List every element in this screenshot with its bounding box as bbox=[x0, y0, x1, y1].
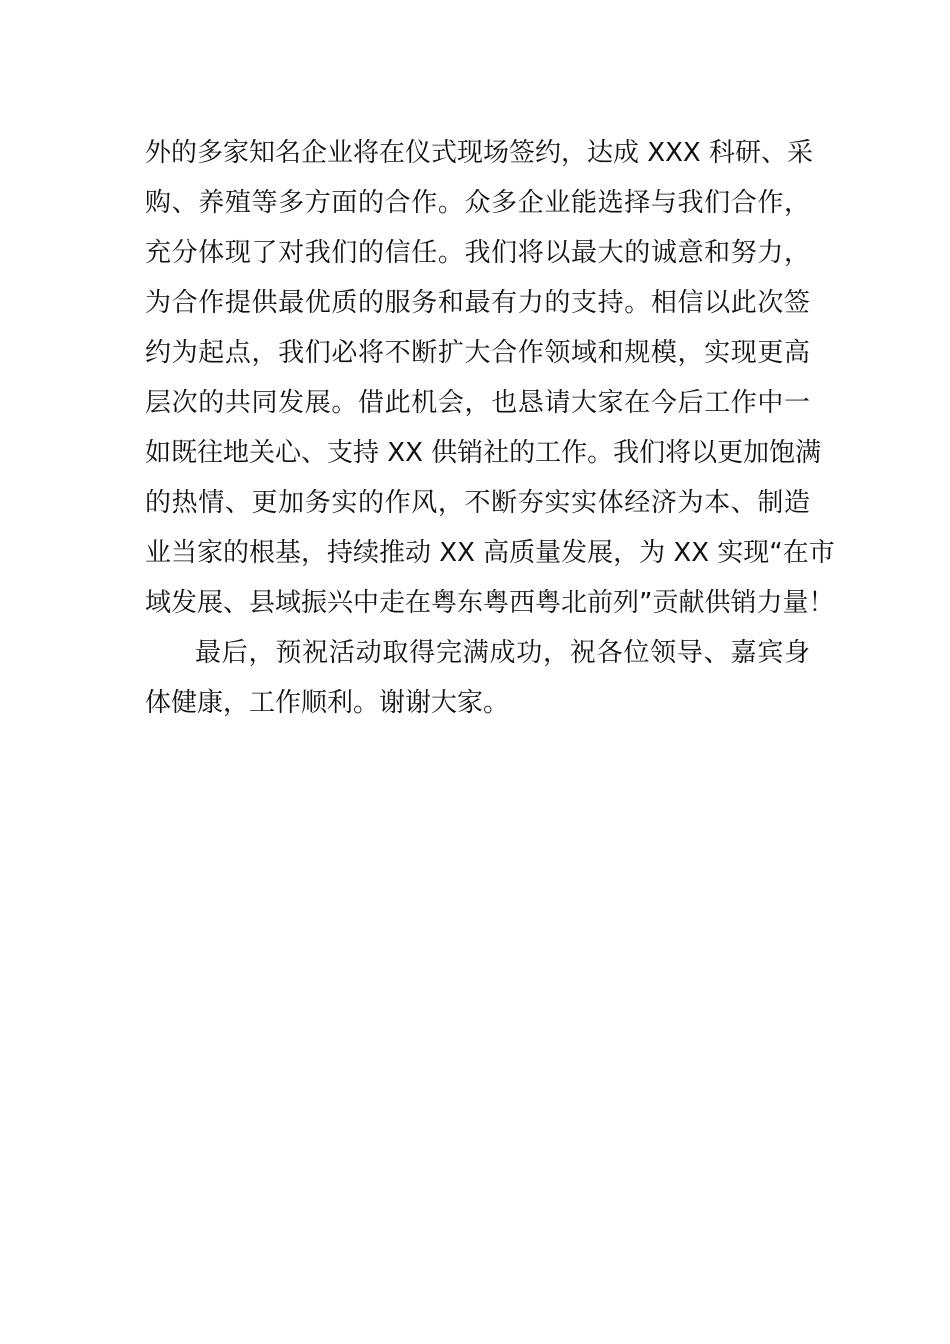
text-line: 最后，预祝活动取得完满成功，祝各位领导、嘉宾身 bbox=[195, 638, 810, 668]
document-body bbox=[145, 128, 835, 728]
text-line: 约为起点，我们必将不断扩大合作领域和规模，实现更高 bbox=[145, 338, 810, 368]
paragraph-closing-remarks-continued bbox=[145, 128, 835, 628]
text-line: 为合作提供最优质的服务和最有力的支持。相信以此次签 bbox=[145, 288, 810, 318]
text-line: 如既往地关心、支持 XX 供销社的工作。我们将以更加饱满 bbox=[145, 438, 822, 468]
text-line: 层次的共同发展。借此机会，也恳请大家在今后工作中一 bbox=[145, 388, 810, 418]
text-line: 域发展、县域振兴中走在粤东粤西粤北前列”贡献供销力量！ bbox=[145, 588, 835, 618]
text-line: 充分体现了对我们的信任。我们将以最大的诚意和努力， bbox=[145, 238, 810, 268]
text-line: 外的多家知名企业将在仪式现场签约，达成 XXX 科研、采 bbox=[145, 138, 813, 168]
text-line: 体健康，工作顺利。谢谢大家。 bbox=[145, 688, 510, 718]
text-line: 业当家的根基，持续推动 XX 高质量发展，为 XX 实现“在市 bbox=[145, 538, 835, 568]
paragraph-final-wishes bbox=[145, 628, 810, 728]
text-line: 的热情、更加务实的作风，不断夯实实体经济为本、制造 bbox=[145, 488, 810, 518]
text-line: 购、养殖等多方面的合作。众多企业能选择与我们合作， bbox=[145, 188, 810, 218]
